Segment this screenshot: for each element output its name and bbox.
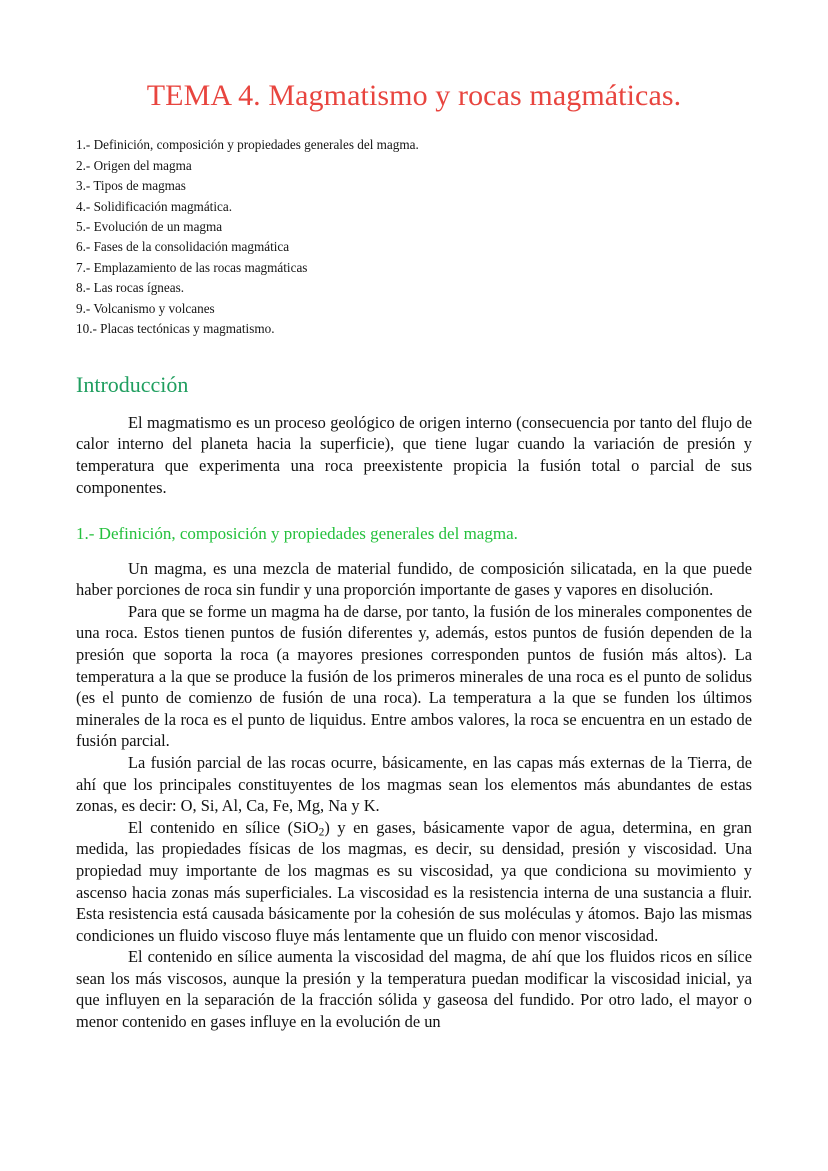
toc-item: 1.- Definición, composición y propiedades generales del magma. (76, 137, 419, 153)
introduccion-body (76, 399, 752, 498)
paragraph-silice-text-before: El contenido en sílice (SiO (128, 817, 319, 837)
toc-item: 6.- Fases de la consolidación magmática (76, 239, 290, 255)
paragraph-silice-text-after: ) y en gases, básicamente vapor de agua, determina, en gran medida, las propiedades físicas de los magmas, es decir, su densidad, presión y viscosidad. Una propiedad muy importante de los magmas es su viscosidad, ya que condiciona su movimiento y ascenso hacia zonas más superficiales. La viscosidad es la resistencia interna de una sustancia a fluir. Esta resistencia está causada básicamente por la cohesión de sus moléculas y átomos. Bajo las mismas condiciones un fluido viscoso fluye más lentamente que un fluido con menor viscosidad. (76, 817, 752, 945)
toc-item: 3.- Tipos de magmas (76, 178, 186, 194)
toc-item: 2.- Origen del magma (76, 157, 192, 173)
paragraph: Un magma, es una mezcla de material fundido, de composición silicatada, en la que puede haber porciones de roca sin fundir y una proporción importante de gases y vapores en disolución. (76, 558, 752, 600)
paragraph-silice (76, 817, 752, 947)
toc-item: 10.- Placas tectónicas y magmatismo. (76, 321, 275, 337)
toc-item: 5.- Evolución de un magma (76, 219, 223, 235)
paragraph: Para que se forme un magma ha de darse, por tanto, la fusión de los minerales componentes de una roca. Estos tienen puntos de fusión diferentes y, además, estos puntos de fusión dependen de la presión que soporta la roca (a mayores presiones corresponden puntos de fusión más altos). La temperatura a la que se produce la fusión de los primeros minerales de una roca es el punto de solidus (es el punto de comienzo de fusión de una roca). La temperatura a la que se funden los últimos minerales de la roca es el punto de liquidus. Entre ambos valores, la roca se encuentra en un estado de fusión parcial. (76, 601, 752, 751)
paragraph: El magmatismo es un proceso geológico de origen interno (consecuencia por tanto del flujo de calor interno del planeta hacia la superficie), que tiene lugar cuando la variación de presión y temperatura que experimenta una roca preexistente propicia la fusión total o parcial de sus componentes. (76, 412, 752, 497)
page-title: TEMA 4. Magmatismo y rocas magmáticas. (146, 79, 682, 112)
toc-item: 7.- Emplazamiento de las rocas magmáticas (76, 259, 308, 275)
seccion-1-body (76, 545, 752, 1033)
subscript-two: 2 (318, 826, 325, 839)
table-of-contents (76, 113, 752, 339)
toc-item: 8.- Las rocas ígneas. (76, 280, 185, 296)
page-content (76, 0, 752, 1033)
toc-item: 4.- Solidificación magmática. (76, 198, 233, 214)
heading-seccion-1: 1.- Definición, composición y propiedades generales del magma. (76, 524, 518, 544)
heading-introduccion: Introducción (76, 372, 189, 398)
paragraph: El contenido en sílice aumenta la viscosidad del magma, de ahí que los fluidos ricos en sílice sean los más viscosos, aunque la presión y la temperatura puedan modificar la viscosidad inicial, ya que influyen en la separación de la fracción sólida y gaseosa del fundido. Por otro lado, el mayor o menor contenido en gases influye en la evolución de un (76, 947, 752, 1032)
toc-item: 9.- Volcanismo y volcanes (76, 300, 215, 316)
paragraph: La fusión parcial de las rocas ocurre, básicamente, en las capas más externas de la Tierra, de ahí que los principales constituyentes de los magmas sean los elementos más abundantes de estas zonas, es decir: O, Si, Al, Ca, Fe, Mg, Na y K. (76, 752, 752, 816)
